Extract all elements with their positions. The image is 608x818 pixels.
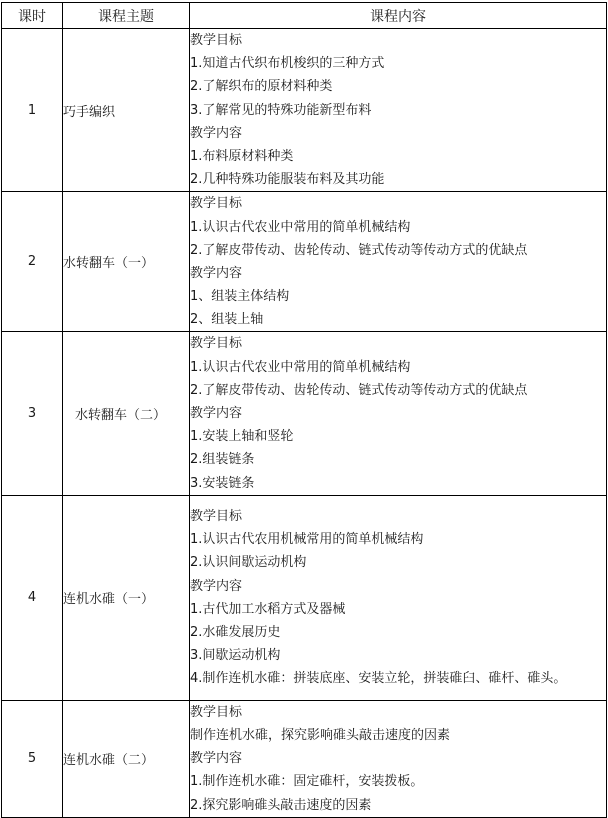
- content-line: 制作连机水碓，探究影响碓头敲击速度的因素: [190, 727, 451, 743]
- lesson-number: 1: [2, 29, 63, 192]
- content-line: 教学目标: [190, 33, 243, 48]
- content-line: 教学目标: [190, 509, 243, 524]
- content-line: 2.了解皮带传动、齿轮传动、链式传动等传动方式的优缺点: [190, 242, 528, 258]
- lesson-number: 2: [2, 192, 63, 332]
- content-line: 3.间歇运动机构: [190, 648, 281, 664]
- lesson-number: 4: [2, 495, 63, 700]
- content-line: 2.探究影响碓头敲击速度的因素: [190, 797, 372, 813]
- content-line: 教学目标: [190, 704, 243, 720]
- table-row: [2, 495, 607, 700]
- table-row: [2, 29, 607, 192]
- content-line: 3.了解常见的特殊功能新型布料: [190, 102, 372, 118]
- lesson-content: [190, 332, 607, 495]
- table-row: [2, 700, 607, 817]
- content-line: 教学内容: [190, 578, 243, 594]
- lesson-content: [190, 495, 607, 700]
- content-line: 2.几种特殊功能服装布料及其功能: [190, 172, 385, 188]
- lesson-topic: 水转翻车（一）: [63, 192, 190, 332]
- content-line: 1、组装主体结构: [190, 289, 290, 305]
- content-line: 1.认识古代农业中常用的简单机械结构: [190, 359, 411, 375]
- lesson-content: [190, 29, 607, 192]
- content-line: 2.了解织布的原材料种类: [190, 79, 333, 95]
- header-topic: 课程主题: [63, 3, 190, 29]
- content-line: 教学目标: [190, 196, 243, 212]
- content-line: 1.布料原材料种类: [190, 148, 294, 164]
- course-table: [1, 2, 607, 818]
- content-line: 4.制作连机水碓：拼装底座、安装立轮，拼装碓臼、碓杆、碓头。: [190, 671, 567, 687]
- content-line: 教学内容: [190, 265, 243, 281]
- content-line: 教学目标: [190, 336, 243, 352]
- lesson-content: [190, 192, 607, 332]
- content-line: 教学内容: [190, 406, 243, 421]
- content-line: 1.认识古代农业中常用的简单机械结构: [190, 219, 411, 235]
- content-line: 教学内容: [190, 751, 243, 767]
- lesson-topic: 连机水碓（二）: [63, 700, 190, 817]
- table-row: [2, 332, 607, 495]
- header-lesson: 课时: [2, 3, 63, 29]
- content-line: 2.认识间歇运动机构: [190, 555, 307, 571]
- content-line: 3.安装链条: [190, 475, 255, 491]
- content-line: 2.了解皮带传动、齿轮传动、链式传动等传动方式的优缺点: [190, 382, 528, 398]
- lesson-topic: 巧手编织: [63, 29, 190, 192]
- content-line: 1.古代加工水稻方式及器械: [190, 601, 346, 617]
- table-header-row: [2, 3, 607, 29]
- header-content: 课程内容: [190, 3, 607, 29]
- lesson-topic: 连机水碓（一）: [63, 495, 190, 700]
- lesson-number: 5: [2, 700, 63, 817]
- lesson-topic: 水转翻车（二）: [63, 332, 190, 495]
- lesson-content: [190, 700, 607, 817]
- table-row: [2, 192, 607, 332]
- content-line: 教学内容: [190, 125, 243, 141]
- content-line: 1.认识古代农用机械常用的简单机械结构: [190, 532, 424, 548]
- content-line: 2.组装链条: [190, 452, 255, 468]
- content-line: 1.知道古代织布机梭织的三种方式: [190, 56, 385, 72]
- content-line: 1.制作连机水碓：固定碓杆，安装拨板。: [190, 774, 424, 790]
- content-line: 2.水碓发展历史: [190, 624, 281, 640]
- lesson-number: 3: [2, 332, 63, 495]
- content-line: 1.安装上轴和竖轮: [190, 429, 294, 445]
- content-line: 2、组装上轴: [190, 312, 264, 328]
